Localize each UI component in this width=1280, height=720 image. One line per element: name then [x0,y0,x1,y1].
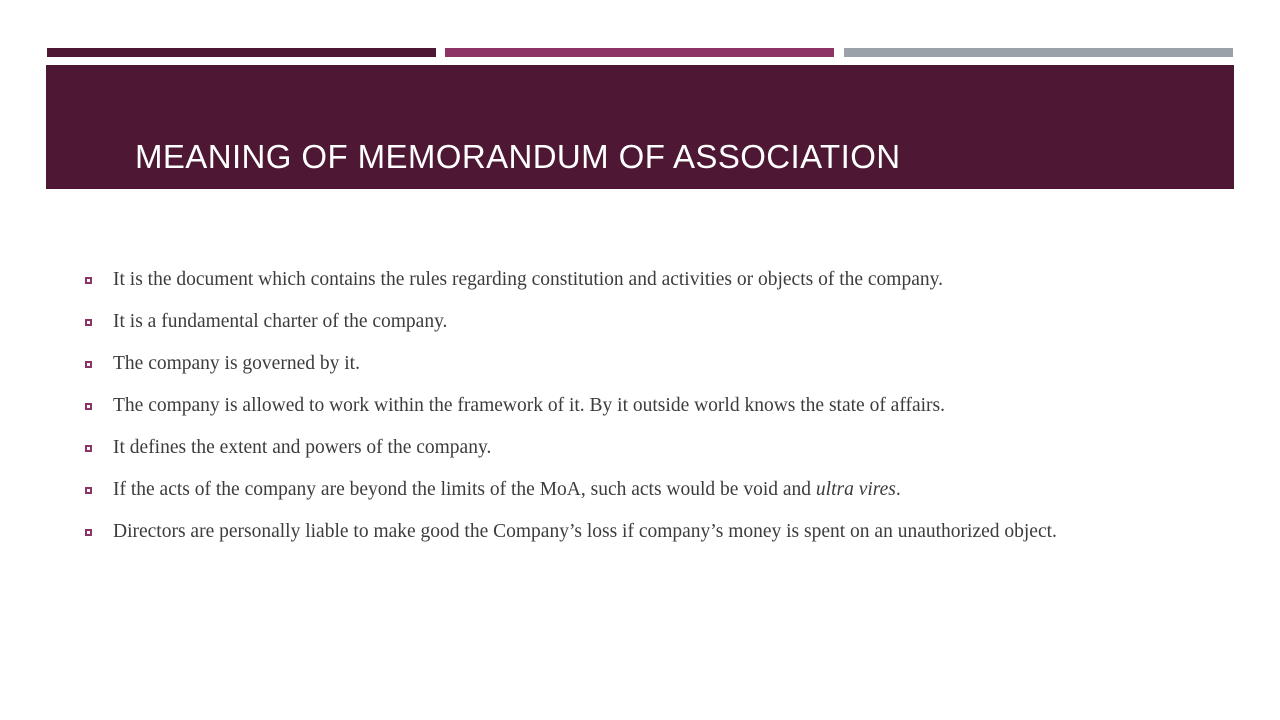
title-band [46,65,1234,189]
square-bullet-icon [85,445,92,452]
bullet-text: It defines the extent and powers of the company. [113,437,492,458]
accent-bar-dark [47,48,436,57]
bullet-item-4 [82,392,1067,421]
bullet-item-2 [82,308,1067,337]
square-bullet-icon [85,487,92,494]
bullet-item-5 [82,434,1067,463]
square-bullet-icon [85,403,92,410]
square-bullet-icon [85,361,92,368]
bullet-text: It is the document which contains the rules regarding constitution and activities or objects of the company. [113,269,943,290]
square-bullet-icon [85,319,92,326]
bullet-item-7 [82,518,1067,547]
bullet-suffix: . [895,479,901,500]
accent-bar-plum [445,48,834,57]
bullet-emphasis: ultra vires [815,479,896,500]
square-bullet-icon [85,529,92,536]
bullet-text: The company is allowed to work within the framework of it. By it outside world knows the state of affairs. [113,395,946,416]
bullet-item-6 [82,476,1067,505]
bullet-text: Directors are personally liable to make good the Company’s loss if company’s money is spent on an unauthorized object. [113,521,1057,542]
bullet-text: The company is governed by it. [113,353,360,374]
bullet-text: It is a fundamental charter of the company. [113,311,448,332]
accent-bar-gray [844,48,1233,57]
square-bullet-icon [85,277,92,284]
bullet-text: If the acts of the company are beyond the limits of the MoA, such acts would be void and [113,479,816,500]
bullet-item-1 [82,266,1067,295]
slide-title: MEANING OF MEMORANDUM OF ASSOCIATION [135,138,901,175]
bullet-item-3 [82,350,1067,379]
bullet-list [82,266,1067,560]
